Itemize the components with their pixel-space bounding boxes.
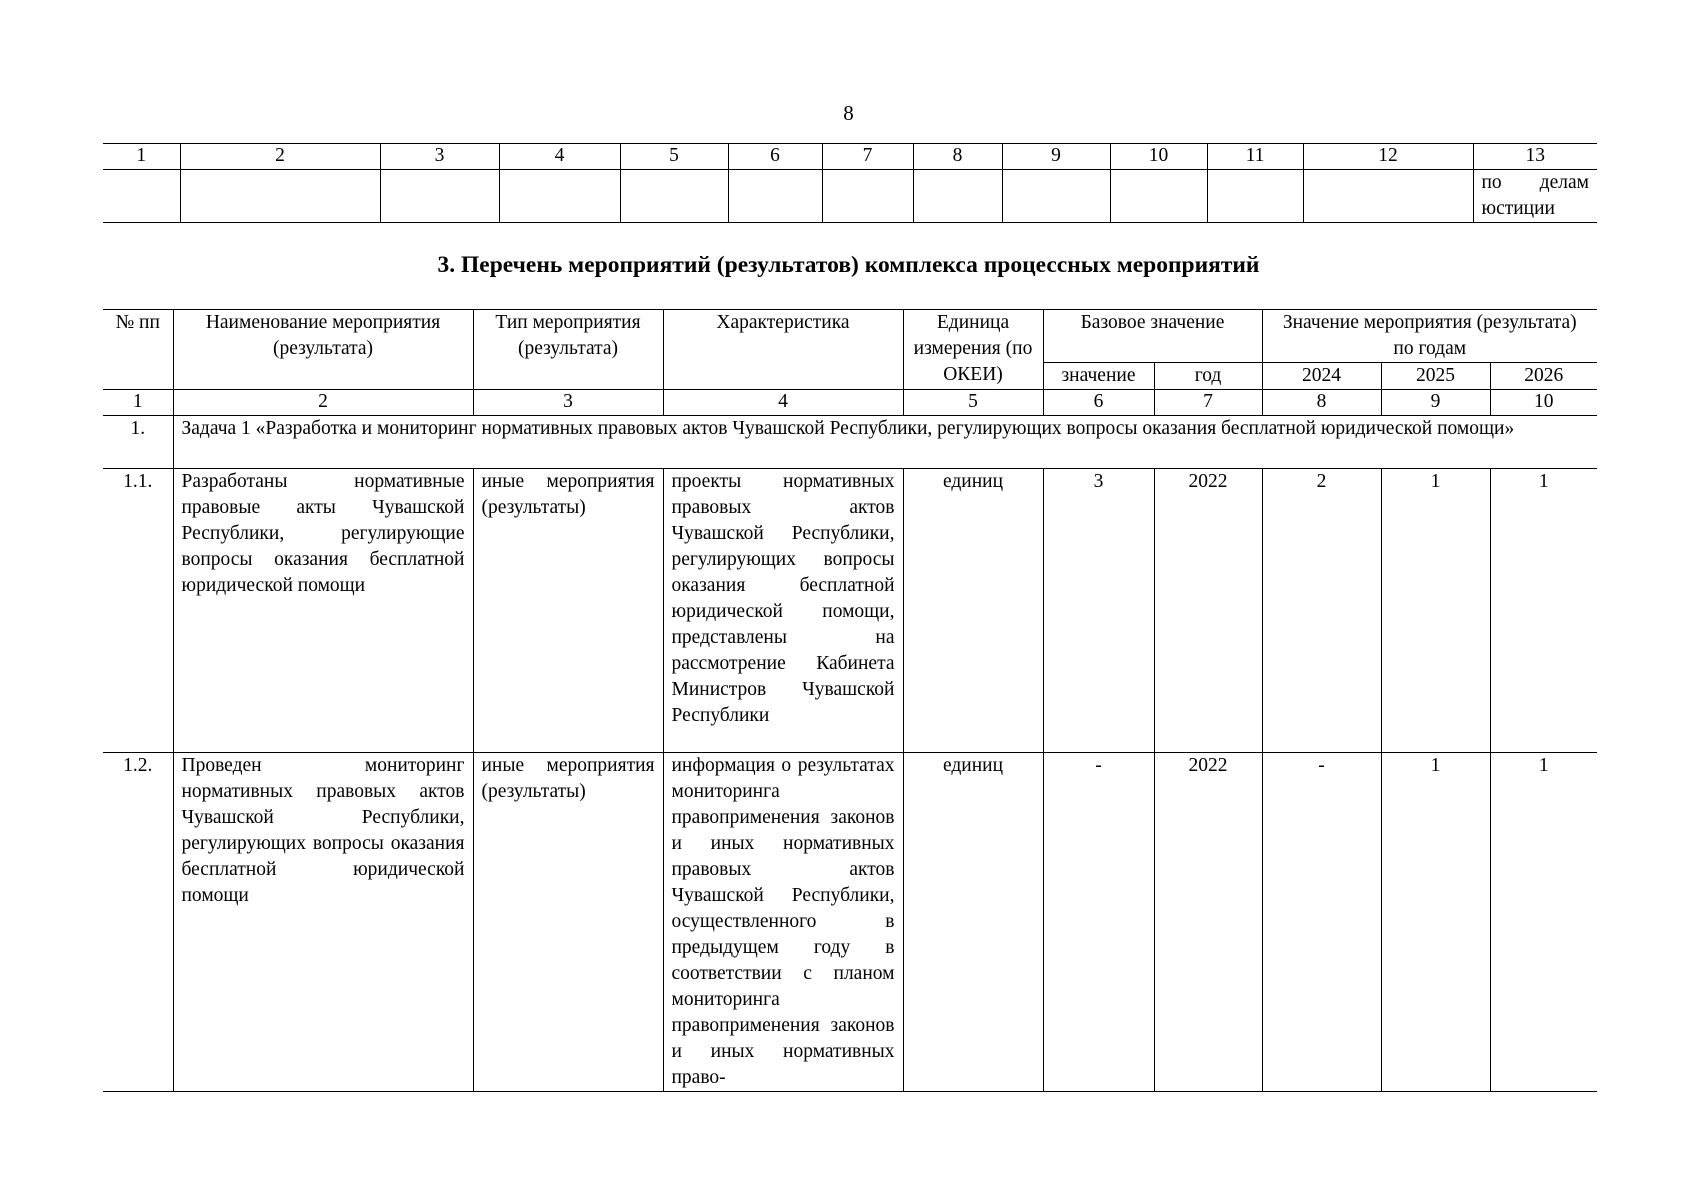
table-cell <box>1110 170 1207 223</box>
column-number: 7 <box>822 144 913 170</box>
header-type: Тип мероприятия (результата) <box>473 310 663 390</box>
header-unit: Единица измерения (по ОКЕИ) <box>903 310 1043 390</box>
column-number: 1 <box>103 144 180 170</box>
column-number: 2 <box>180 144 380 170</box>
table-cell <box>380 170 499 223</box>
row-name: Проведен мониторинг нормативных правовых актов Чувашской Республики, регулирующих вопросы оказания бесплатной юридической помощи <box>173 753 473 1092</box>
task-text: Задача 1 «Разработка и мониторинг нормативных правовых актов Чувашской Республики, регулирующих вопросы оказания бесплатной юридической помощи» <box>173 416 1597 469</box>
column-number-row <box>103 144 1597 170</box>
column-number: 3 <box>473 390 663 416</box>
table-row <box>103 469 1597 753</box>
measures-table <box>103 309 1597 1092</box>
column-number: 5 <box>903 390 1043 416</box>
header-year-2026: 2026 <box>1490 363 1597 390</box>
row-name: Разработаны нормативные правовые акты Чувашской Республики, регулирующие вопросы оказания бесплатной юридической помощи <box>173 469 473 753</box>
row-characteristic: проекты нормативных правовых актов Чувашской Республики, регулирующих вопросы оказания бесплатной юридической помощи, представлены на рассмотрение Кабинета Министров Чувашской Республики <box>663 469 903 753</box>
task-num: 1. <box>103 416 173 469</box>
table-cell <box>620 170 728 223</box>
row-value-2024: - <box>1262 753 1381 1092</box>
column-number: 6 <box>1043 390 1154 416</box>
table-cell <box>1207 170 1303 223</box>
header-year-2025: 2025 <box>1381 363 1490 390</box>
row-num: 1.2. <box>103 753 173 1092</box>
table-row <box>103 753 1597 1092</box>
row-unit: единиц <box>903 753 1043 1092</box>
row-value-2026: 1 <box>1490 469 1597 753</box>
table-row <box>103 170 1597 223</box>
column-number: 12 <box>1303 144 1473 170</box>
row-base-value: - <box>1043 753 1154 1092</box>
column-number: 9 <box>1002 144 1110 170</box>
row-unit: единиц <box>903 469 1043 753</box>
column-number: 6 <box>728 144 822 170</box>
page-number: 8 <box>843 101 854 125</box>
header-base: Базовое значение <box>1043 310 1262 363</box>
column-number: 3 <box>380 144 499 170</box>
header-values-by-year: Значение мероприятия (результата) по годам <box>1262 310 1597 363</box>
row-value-2025: 1 <box>1381 469 1490 753</box>
column-number: 1 <box>103 390 173 416</box>
row-type: иные мероприятия (результаты) <box>473 469 663 753</box>
table-cell <box>103 170 180 223</box>
column-number: 13 <box>1473 144 1597 170</box>
continued-table <box>103 143 1597 223</box>
table-cell <box>499 170 620 223</box>
header-base-year: год <box>1154 363 1262 390</box>
table-cell <box>1303 170 1473 223</box>
table-cell <box>728 170 822 223</box>
column-number: 11 <box>1207 144 1303 170</box>
table-cell <box>913 170 1002 223</box>
column-number: 9 <box>1381 390 1490 416</box>
table-cell <box>822 170 913 223</box>
column-number: 10 <box>1490 390 1597 416</box>
section-title: 3. Перечень мероприятий (результатов) комплекса процессных мероприятий <box>437 252 1260 278</box>
column-number: 2 <box>173 390 473 416</box>
responsible-cell: по делам юстиции <box>1473 170 1597 223</box>
column-number: 7 <box>1154 390 1262 416</box>
column-number: 5 <box>620 144 728 170</box>
column-number: 4 <box>499 144 620 170</box>
row-num: 1.1. <box>103 469 173 753</box>
table-cell <box>1002 170 1110 223</box>
header-base-value: значение <box>1043 363 1154 390</box>
row-value-2025: 1 <box>1381 753 1490 1092</box>
row-base-value: 3 <box>1043 469 1154 753</box>
column-number: 10 <box>1110 144 1207 170</box>
row-value-2026: 1 <box>1490 753 1597 1092</box>
row-value-2024: 2 <box>1262 469 1381 753</box>
row-base-year: 2022 <box>1154 469 1262 753</box>
header-row <box>103 310 1597 363</box>
header-year-2024: 2024 <box>1262 363 1381 390</box>
row-base-year: 2022 <box>1154 753 1262 1092</box>
header-characteristic: Характеристика <box>663 310 903 390</box>
column-number: 8 <box>1262 390 1381 416</box>
column-number: 8 <box>913 144 1002 170</box>
column-number-row <box>103 390 1597 416</box>
header-name: Наименование мероприятия (результата) <box>173 310 473 390</box>
task-row <box>103 416 1597 469</box>
row-characteristic: информация о результатах мониторинга правоприменения законов и иных нормативных правовых актов Чувашской Республики, осуществленного в предыдущем году в соответствии с планом мониторинга правоприменения законов и иных нормативных право- <box>663 753 903 1092</box>
header-num: № пп <box>103 310 173 390</box>
row-type: иные мероприятия (результаты) <box>473 753 663 1092</box>
table-cell <box>180 170 380 223</box>
column-number: 4 <box>663 390 903 416</box>
